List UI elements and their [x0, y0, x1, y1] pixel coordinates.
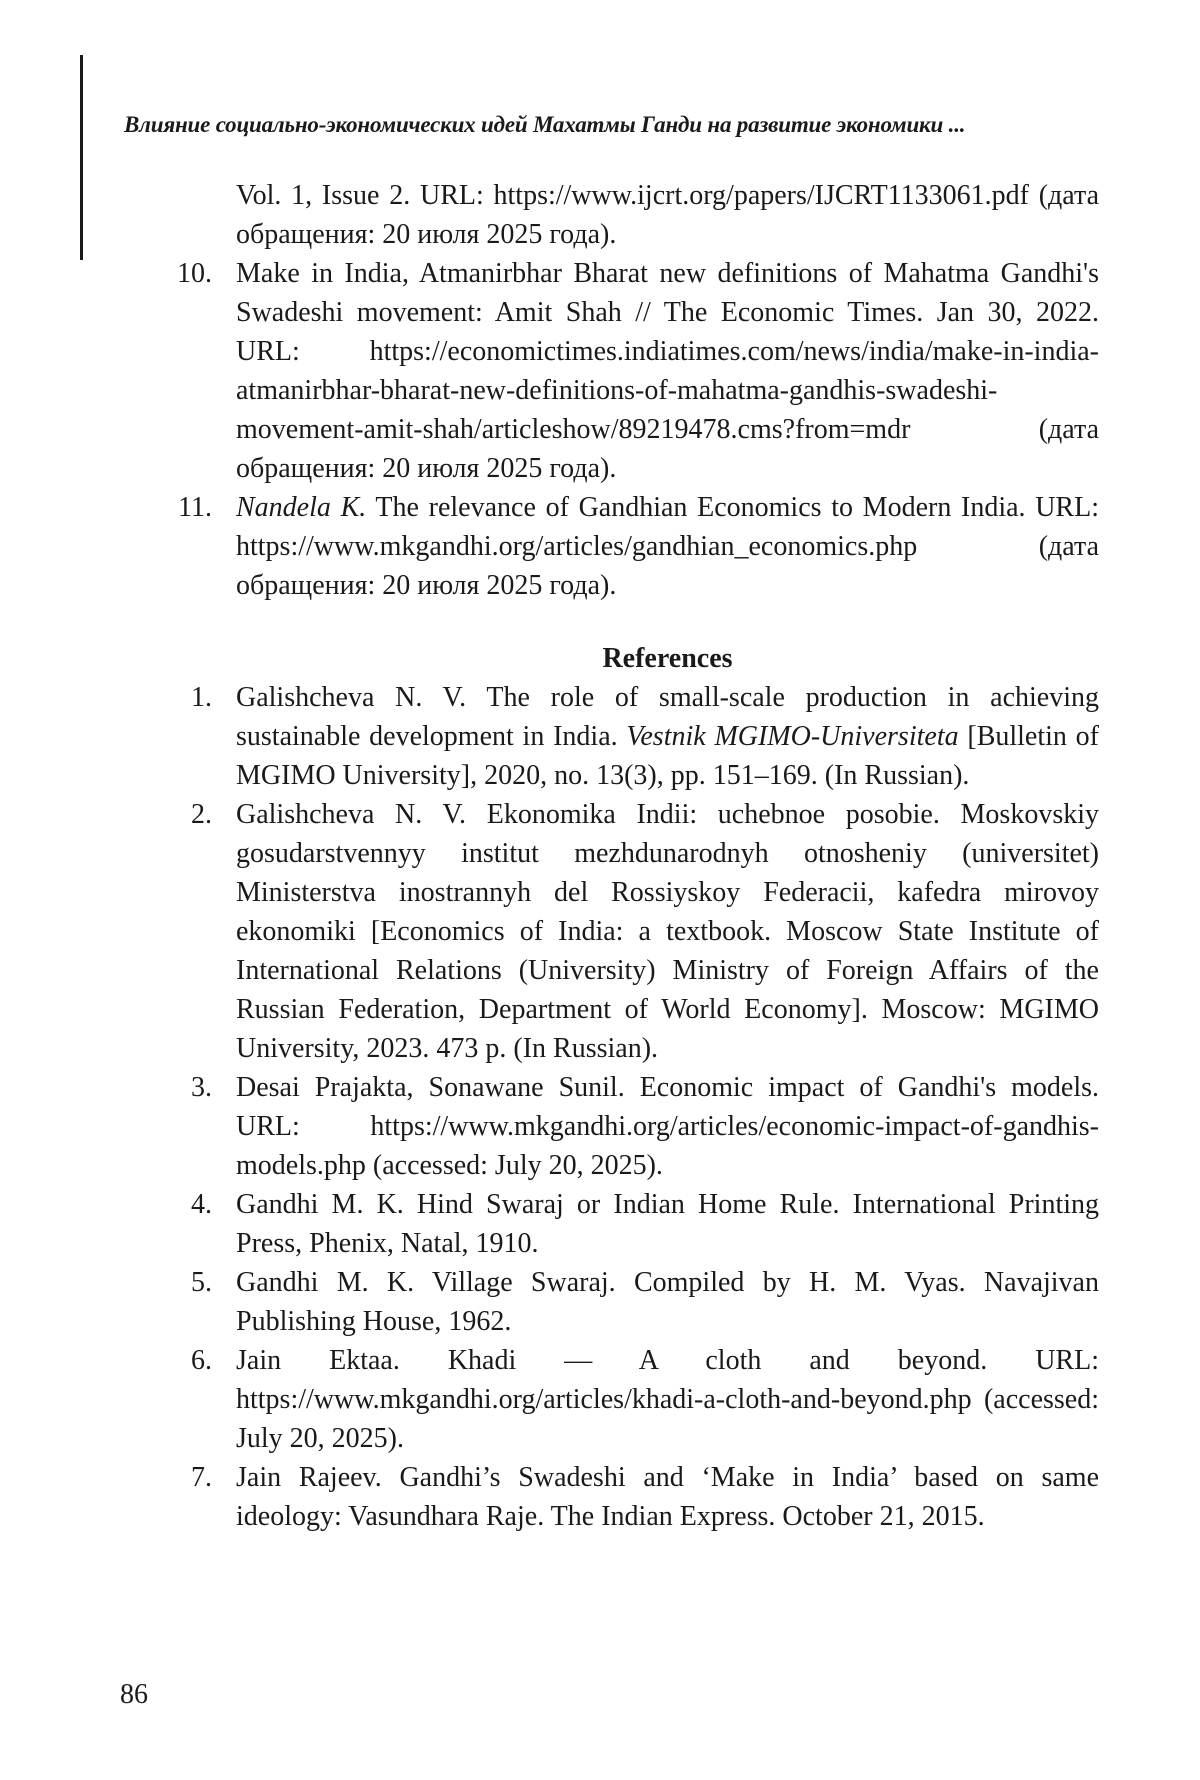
reference-entry-7 — [124, 1458, 1099, 1536]
entry-body-tail: [Bulletin of MGIMO University], 2020, no. 13(3), pp. 151–169. (In Russian). — [236, 721, 1099, 791]
page-body — [124, 176, 1099, 1536]
entry-number: 7. — [124, 1458, 236, 1497]
entry-journal: Vestnik MGIMO-Universiteta — [626, 721, 958, 752]
references-heading: References — [124, 639, 1099, 678]
reference-entry-4 — [124, 1185, 1099, 1263]
entry-number: 4. — [124, 1185, 236, 1224]
entry-text: Jain Ektaa. Khadi — A cloth and beyond. URL: https://www.mkgandhi.org/articles/khadi-a-cloth-and-beyond.php (accessed: July 20, 2025). — [236, 1341, 1099, 1458]
entry-number: 5. — [124, 1263, 236, 1302]
running-header: Влияние социально-экономических идей Махатмы Ганди на развитие экономики ... — [124, 110, 1084, 140]
reference-entry-5 — [124, 1263, 1099, 1341]
literature-entry-11 — [124, 488, 1099, 605]
entry-text: Gandhi M. K. Village Swaraj. Compiled by H. M. Vyas. Navajivan Publishing House, 1962. — [236, 1263, 1099, 1341]
reference-entry-3 — [124, 1068, 1099, 1185]
page-number: 86 — [120, 1677, 148, 1713]
entry-body: Galishcheva N. V. The role of small-scale production in achieving sustainable development in India. — [236, 682, 1099, 752]
entry-body: The relevance of Gandhian Economics to Modern India. URL: https://www.mkgandhi.org/articles/gandhian_economics.php (дата обращения: 20 июля 2025 года). — [236, 492, 1099, 601]
entry-text: Gandhi M. K. Hind Swaraj or Indian Home Rule. International Printing Press, Phenix, Natal, 1910. — [236, 1185, 1099, 1263]
entry-text: Desai Prajakta, Sonawane Sunil. Economic impact of Gandhi's models. URL: https://www.mkgandhi.org/articles/economic-impact-of-gandhis-models.php (accessed: July 20, 2025). — [236, 1068, 1099, 1185]
entry-text — [236, 678, 1099, 795]
entry-number: 10. — [124, 254, 236, 293]
literature-entry-continued — [124, 176, 1099, 254]
entry-number: 11. — [124, 488, 236, 527]
entry-number: 2. — [124, 795, 236, 834]
reference-entry-6 — [124, 1341, 1099, 1458]
entry-text — [236, 488, 1099, 605]
entry-text: Jain Rajeev. Gandhi’s Swadeshi and ‘Make in India’ based on same ideology: Vasundhara Raje. The Indian Express. October 21, 2015. — [236, 1458, 1099, 1536]
entry-text: Galishcheva N. V. Ekonomika Indii: uchebnoe posobie. Moskovskiy gosudarstvennyy institut mezhdunarodnyh otnosheniy (universitet) Ministerstva inostrannyh del Rossiyskoy Federacii, kafedra mirovoy ekonomiki [Economics of India: a textbook. Moscow State Institute of International Relations (University) Ministry of Foreign Affairs of the Russian Federation, Department of World Economy]. Moscow: MGIMO University, 2023. 473 p. (In Russian). — [236, 795, 1099, 1068]
entry-text: Make in India, Atmanirbhar Bharat new definitions of Mahatma Gandhi's Swadeshi movement: Amit Shah // The Economic Times. Jan 30, 2022. URL: https://economictimes.indiatimes.com/news/india/make-in-india-atmanirbhar-bharat-new-definitions-of-mahatma-gandhis-swadeshi-movement-amit-shah/articleshow/89219478.cms?from=mdr (дата обращения: 20 июля 2025 года). — [236, 254, 1099, 488]
margin-rule — [80, 55, 83, 260]
literature-entry-10 — [124, 254, 1099, 488]
entry-number: 3. — [124, 1068, 236, 1107]
reference-entry-2 — [124, 795, 1099, 1068]
reference-entry-1 — [124, 678, 1099, 795]
entry-author: Nandela K. — [236, 492, 366, 523]
entry-number: 1. — [124, 678, 236, 717]
entry-text: Vol. 1, Issue 2. URL: https://www.ijcrt.org/papers/IJCRT1133061.pdf (дата обращения: 20 июля 2025 года). — [236, 176, 1099, 254]
entry-number: 6. — [124, 1341, 236, 1380]
